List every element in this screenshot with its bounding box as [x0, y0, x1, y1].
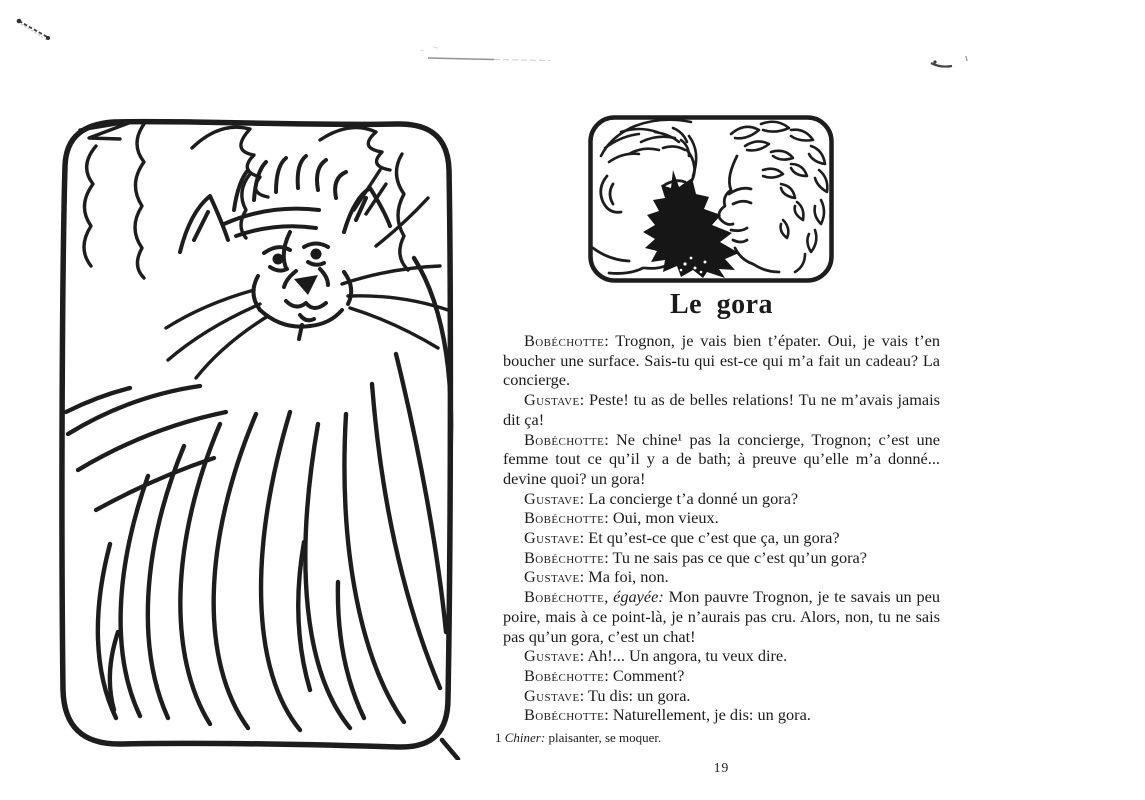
page-title: Le gora [669, 289, 774, 320]
dialogue-line: Gustave: Peste! tu as de belles relations! Tu ne m’avais jamais dit ça! [503, 390, 940, 429]
dialogue-line: Gustave: Ah!... Un angora, tu veux dire. [524, 646, 788, 666]
dialogue-line: Bobéchotte: Trognon, je vais bien t’épater. Oui, je vais t’en boucher une surface. Sais-tu qui est-ce qui m’a fait un cadeau? La concierge. [503, 331, 940, 390]
speaker-name: Gustave [524, 528, 580, 548]
dialogue-line: Bobéchotte: Tu ne sais pas ce que c’est qu’un gora? [524, 547, 867, 567]
profiles-cat-vignette [585, 112, 837, 287]
footnote-definition: plaisanter, se moquer. [548, 730, 662, 746]
stage-direction: égayée: [608, 587, 664, 607]
speaker-name: Gustave [524, 390, 580, 410]
smudge-top-right [931, 56, 967, 67]
dialogue-block [503, 331, 940, 725]
speaker-name: Gustave [524, 567, 580, 587]
dialogue-line: Gustave: Ma foi, non. [524, 567, 669, 587]
page-number: 19 [713, 760, 730, 776]
footnote-term: Chiner: [504, 730, 546, 746]
speaker-name: Bobéchotte [524, 508, 605, 528]
footnote [495, 730, 940, 745]
dialogue-line: Bobéchotte, égayée: Mon pauvre Trognon, je te savais un peu poire, mais à ce point-là, je n’aurais pas cru. Alors, non, tu ne sais pas qu’un gora, c’est un chat! [503, 587, 941, 646]
dialogue-line: Bobéchotte: Comment? [524, 665, 685, 685]
dialogue-line: Bobéchotte: Naturellement, je dis: un gora. [524, 705, 811, 725]
dialogue-line: Bobéchotte: Oui, mon vieux. [524, 508, 719, 528]
speaker-name: Bobéchotte [524, 665, 605, 685]
smudge-top-center [420, 47, 550, 61]
dialogue-line: Gustave: La concierge t’a donné un gora? [524, 488, 799, 508]
speaker-name: Gustave [524, 488, 580, 508]
dialogue-line: Gustave: Tu dis: un gora. [524, 685, 691, 705]
dialogue-line: Bobéchotte: Ne chine¹ pas la concierge, Trognon; c’est une femme tout ce qu’il y a de bath; à preuve qu’elle m’a donné... devine quoi? un gora! [503, 429, 940, 488]
speaker-name: Bobéchotte [524, 587, 605, 607]
right-page-column [495, 110, 941, 776]
speaker-name: Gustave [524, 685, 580, 705]
angora-cat-drawing [52, 112, 464, 760]
speaker-name: Bobéchotte [524, 705, 605, 725]
footnote-marker: 1 [495, 730, 502, 746]
pen-mark [17, 19, 50, 40]
speaker-name: Gustave [524, 646, 580, 666]
speaker-name: Bobéchotte [524, 547, 605, 567]
dialogue-line: Gustave: Et qu’est-ce que c’est que ça, un gora? [524, 528, 840, 548]
speaker-name: Bobéchotte [524, 429, 605, 449]
speaker-name: Bobéchotte [524, 331, 605, 350]
